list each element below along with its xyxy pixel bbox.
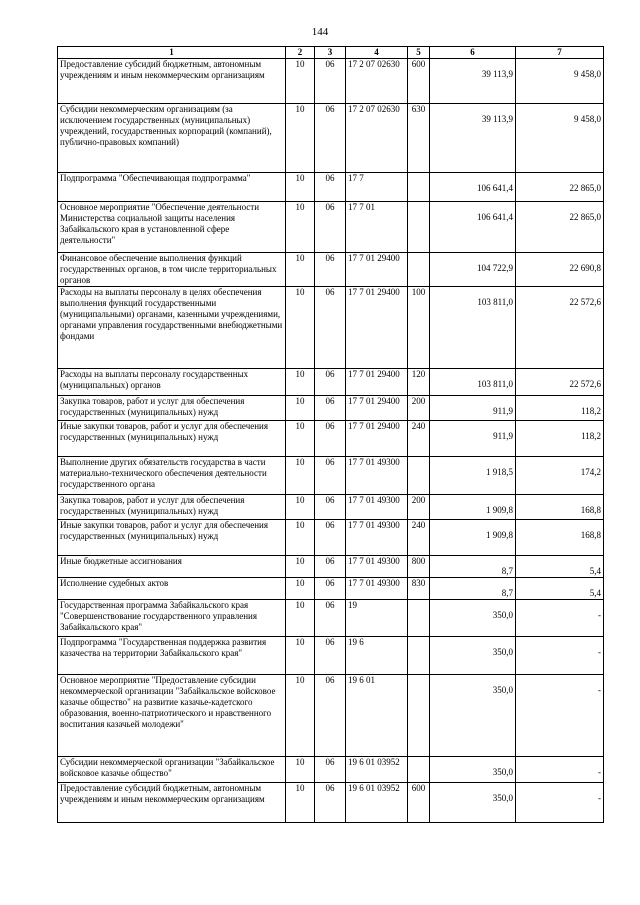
subsection-code-cell: 06 (315, 369, 346, 396)
table-row (58, 675, 604, 757)
section-code-cell: 10 (286, 457, 315, 495)
row-name-cell: Предоставление субсидий бюджетным, автономным учреждениям и иным некоммерческим организациям (58, 783, 286, 823)
amount-value: 9 458,0 (574, 114, 601, 124)
row-name-cell: Закупка товаров, работ и услуг для обеспечения государственных (муниципальных) нужд (58, 495, 286, 520)
subsection-code-cell: 06 (315, 495, 346, 520)
subsection-code-cell: 06 (315, 757, 346, 783)
section-code-cell: 10 (286, 783, 315, 823)
amount-value: 106 641,4 (477, 212, 513, 222)
target-article-cell: 17 7 01 29400 (346, 421, 408, 457)
section-code-cell: 10 (286, 556, 315, 578)
section-code-cell: 10 (286, 600, 315, 637)
amount-cell (516, 421, 604, 457)
subsection-code-cell: 06 (315, 104, 346, 173)
expense-type-cell: 200 (408, 396, 430, 421)
column-header: 6 (430, 47, 516, 59)
amount-value: 911,9 (493, 431, 513, 441)
amount-cell (430, 520, 516, 556)
target-article-cell: 17 7 01 29400 (346, 396, 408, 421)
amount-value: 9 458,0 (574, 69, 601, 79)
column-header: 7 (516, 47, 604, 59)
amount-cell (516, 757, 604, 783)
target-article-cell: 19 6 (346, 637, 408, 675)
amount-cell (516, 637, 604, 675)
column-header: 2 (286, 47, 315, 59)
budget-table (57, 46, 604, 823)
amount-value: 1 918,5 (486, 467, 513, 477)
table-row (58, 600, 604, 637)
target-article-cell: 17 7 01 29400 (346, 287, 408, 369)
subsection-code-cell: 06 (315, 783, 346, 823)
subsection-code-cell: 06 (315, 578, 346, 600)
section-code-cell: 10 (286, 202, 315, 253)
amount-value: 118,2 (581, 406, 601, 416)
table-row (58, 396, 604, 421)
target-article-cell: 19 6 01 (346, 675, 408, 757)
amount-cell (430, 757, 516, 783)
section-code-cell: 10 (286, 520, 315, 556)
amount-cell (430, 578, 516, 600)
amount-cell (430, 600, 516, 637)
row-name-cell: Подпрограмма "Государственная поддержка развития казачества на территории Забайкальского края" (58, 637, 286, 675)
row-name-cell: Основное мероприятие "Обеспечение деятельности Министерства социальной защиты населения Забайкальского края в установленной сфере деятельности" (58, 202, 286, 253)
row-name-cell: Основное мероприятие "Предоставление субсидии некоммерческой организации "Забайкальское войсковое казачье общество" на развитие казачье-кадетского образования, военно-патриотического и нравственного воспитания казачьей молодежи" (58, 675, 286, 757)
subsection-code-cell: 06 (315, 59, 346, 104)
amount-value: 104 722,9 (477, 263, 513, 273)
row-name-cell: Выполнение других обязательств государства в части материально-технического обеспечения деятельности государственного органа (58, 457, 286, 495)
target-article-cell: 17 7 01 49300 (346, 495, 408, 520)
column-header: 3 (315, 47, 346, 59)
amount-cell (430, 421, 516, 457)
section-code-cell: 10 (286, 104, 315, 173)
amount-value: 350,0 (492, 685, 513, 695)
column-header: 4 (346, 47, 408, 59)
amount-value: 1 909,8 (486, 530, 513, 540)
amount-value: 168,8 (580, 505, 601, 515)
section-code-cell: 10 (286, 396, 315, 421)
expense-type-cell: 240 (408, 421, 430, 457)
amount-value: 22 572,6 (569, 379, 601, 389)
amount-value: - (598, 610, 601, 620)
row-name-cell: Расходы на выплаты персоналу в целях обеспечения выполнения функций государственными (муниципальными) органами, казенными учреждениями, органами управления государственными внебюджетными фондами (58, 287, 286, 369)
row-name-cell: Закупка товаров, работ и услуг для обеспечения государственных (муниципальных) нужд (58, 396, 286, 421)
amount-value: - (598, 793, 601, 803)
table-row (58, 369, 604, 396)
amount-value: 174,2 (580, 467, 601, 477)
amount-value: - (598, 647, 601, 657)
expense-type-cell (408, 600, 430, 637)
table-row (58, 287, 604, 369)
subsection-code-cell: 06 (315, 637, 346, 675)
amount-cell (516, 556, 604, 578)
target-article-cell: 17 7 01 29400 (346, 253, 408, 287)
amount-value: 168,8 (580, 530, 601, 540)
amount-cell (516, 457, 604, 495)
target-article-cell: 17 7 01 29400 (346, 369, 408, 396)
amount-cell (430, 202, 516, 253)
column-header: 5 (408, 47, 430, 59)
subsection-code-cell: 06 (315, 421, 346, 457)
amount-cell (516, 369, 604, 396)
table-row (58, 578, 604, 600)
amount-value: 350,0 (492, 647, 513, 657)
column-header: 1 (58, 47, 286, 59)
amount-value: 22 572,6 (569, 297, 601, 307)
subsection-code-cell: 06 (315, 520, 346, 556)
row-name-cell: Субсидии некоммерческим организациям (за исключением государственных (муниципальных) учреждений, государственных корпораций (компаний), публично-правовых компаний) (58, 104, 286, 173)
target-article-cell: 17 7 01 (346, 202, 408, 253)
amount-value: 22 690,8 (569, 263, 601, 273)
row-name-cell: Финансовое обеспечение выполнения функций государственных органов, в том числе территориальных органов (58, 253, 286, 287)
target-article-cell: 19 6 01 03952 (346, 783, 408, 823)
amount-value: 911,9 (493, 406, 513, 416)
target-article-cell: 17 7 01 49300 (346, 578, 408, 600)
amount-cell (516, 600, 604, 637)
amount-value: 118,2 (581, 431, 601, 441)
target-article-cell: 17 7 01 49300 (346, 457, 408, 495)
table-row (58, 202, 604, 253)
section-code-cell: 10 (286, 757, 315, 783)
table-row (58, 637, 604, 675)
expense-type-cell (408, 637, 430, 675)
row-name-cell: Расходы на выплаты персоналу государственных (муниципальных) органов (58, 369, 286, 396)
amount-cell (430, 495, 516, 520)
amount-cell (516, 578, 604, 600)
expense-type-cell (408, 457, 430, 495)
section-code-cell: 10 (286, 59, 315, 104)
subsection-code-cell: 06 (315, 287, 346, 369)
amount-cell (516, 520, 604, 556)
expense-type-cell: 240 (408, 520, 430, 556)
table-row (58, 173, 604, 202)
target-article-cell: 17 2 07 02630 (346, 104, 408, 173)
table-row (58, 59, 604, 104)
table-row (58, 104, 604, 173)
amount-cell (516, 396, 604, 421)
row-name-cell: Исполнение судебных актов (58, 578, 286, 600)
target-article-cell: 17 7 01 49300 (346, 520, 408, 556)
amount-value: 8,7 (501, 588, 513, 598)
subsection-code-cell: 06 (315, 202, 346, 253)
target-article-cell: 17 2 07 02630 (346, 59, 408, 104)
expense-type-cell (408, 253, 430, 287)
expense-type-cell (408, 757, 430, 783)
amount-value: 5,4 (589, 566, 601, 576)
expense-type-cell (408, 202, 430, 253)
expense-type-cell (408, 675, 430, 757)
amount-cell (516, 202, 604, 253)
table-row (58, 457, 604, 495)
section-code-cell: 10 (286, 637, 315, 675)
row-name-cell: Иные бюджетные ассигнования (58, 556, 286, 578)
table-row (58, 556, 604, 578)
subsection-code-cell: 06 (315, 173, 346, 202)
amount-value: 103 811,0 (477, 379, 513, 389)
amount-cell (430, 287, 516, 369)
target-article-cell: 19 6 01 03952 (346, 757, 408, 783)
amount-cell (430, 675, 516, 757)
amount-cell (516, 495, 604, 520)
target-article-cell: 19 (346, 600, 408, 637)
amount-cell (430, 457, 516, 495)
table-row (58, 757, 604, 783)
subsection-code-cell: 06 (315, 600, 346, 637)
subsection-code-cell: 06 (315, 253, 346, 287)
section-code-cell: 10 (286, 369, 315, 396)
amount-value: 350,0 (492, 767, 513, 777)
amount-cell (430, 104, 516, 173)
amount-value: 22 865,0 (569, 183, 601, 193)
amount-value: 8,7 (501, 566, 513, 576)
amount-value: 1 909,8 (486, 505, 513, 515)
section-code-cell: 10 (286, 287, 315, 369)
row-name-cell: Иные закупки товаров, работ и услуг для обеспечения государственных (муниципальных) нужд (58, 520, 286, 556)
section-code-cell: 10 (286, 253, 315, 287)
amount-cell (516, 675, 604, 757)
amount-value: 5,4 (589, 588, 601, 598)
amount-cell (516, 783, 604, 823)
table-row (58, 520, 604, 556)
row-name-cell: Государственная программа Забайкальского края "Совершенствование государственного управления Забайкальского края" (58, 600, 286, 637)
expense-type-cell: 830 (408, 578, 430, 600)
row-name-cell: Подпрограмма "Обеспечивающая подпрограмма" (58, 173, 286, 202)
page-number: 144 (311, 26, 329, 38)
expense-type-cell: 600 (408, 59, 430, 104)
table-row (58, 253, 604, 287)
amount-value: - (598, 685, 601, 695)
amount-value: 350,0 (492, 793, 513, 803)
expense-type-cell: 630 (408, 104, 430, 173)
subsection-code-cell: 06 (315, 457, 346, 495)
section-code-cell: 10 (286, 421, 315, 457)
subsection-code-cell: 06 (315, 675, 346, 757)
section-code-cell: 10 (286, 173, 315, 202)
amount-cell (430, 783, 516, 823)
expense-type-cell: 100 (408, 287, 430, 369)
expense-type-cell: 200 (408, 495, 430, 520)
row-name-cell: Предоставление субсидий бюджетным, автономным учреждениям и иным некоммерческим организациям (58, 59, 286, 104)
amount-value: 22 865,0 (569, 212, 601, 222)
amount-cell (516, 253, 604, 287)
target-article-cell: 17 7 01 49300 (346, 556, 408, 578)
amount-value: 39 113,9 (481, 69, 513, 79)
amount-cell (516, 59, 604, 104)
table-row (58, 421, 604, 457)
amount-cell (430, 173, 516, 202)
amount-cell (430, 637, 516, 675)
expense-type-cell: 800 (408, 556, 430, 578)
expense-type-cell: 600 (408, 783, 430, 823)
expense-type-cell (408, 173, 430, 202)
amount-cell (430, 59, 516, 104)
amount-value: 106 641,4 (477, 183, 513, 193)
amount-cell (516, 287, 604, 369)
row-name-cell: Субсидии некоммерческой организации "Забайкальское войсковое казачье общество" (58, 757, 286, 783)
amount-value: - (598, 767, 601, 777)
subsection-code-cell: 06 (315, 556, 346, 578)
amount-cell (430, 556, 516, 578)
subsection-code-cell: 06 (315, 396, 346, 421)
amount-value: 103 811,0 (477, 297, 513, 307)
amount-value: 39 113,9 (481, 114, 513, 124)
amount-cell (516, 173, 604, 202)
amount-cell (430, 396, 516, 421)
amount-cell (430, 253, 516, 287)
table-row (58, 495, 604, 520)
row-name-cell: Иные закупки товаров, работ и услуг для обеспечения государственных (муниципальных) нужд (58, 421, 286, 457)
amount-value: 350,0 (492, 610, 513, 620)
expense-type-cell: 120 (408, 369, 430, 396)
amount-cell (430, 369, 516, 396)
table-header-row (58, 47, 604, 59)
target-article-cell: 17 7 (346, 173, 408, 202)
section-code-cell: 10 (286, 495, 315, 520)
amount-cell (516, 104, 604, 173)
section-code-cell: 10 (286, 675, 315, 757)
table-row (58, 783, 604, 823)
section-code-cell: 10 (286, 578, 315, 600)
